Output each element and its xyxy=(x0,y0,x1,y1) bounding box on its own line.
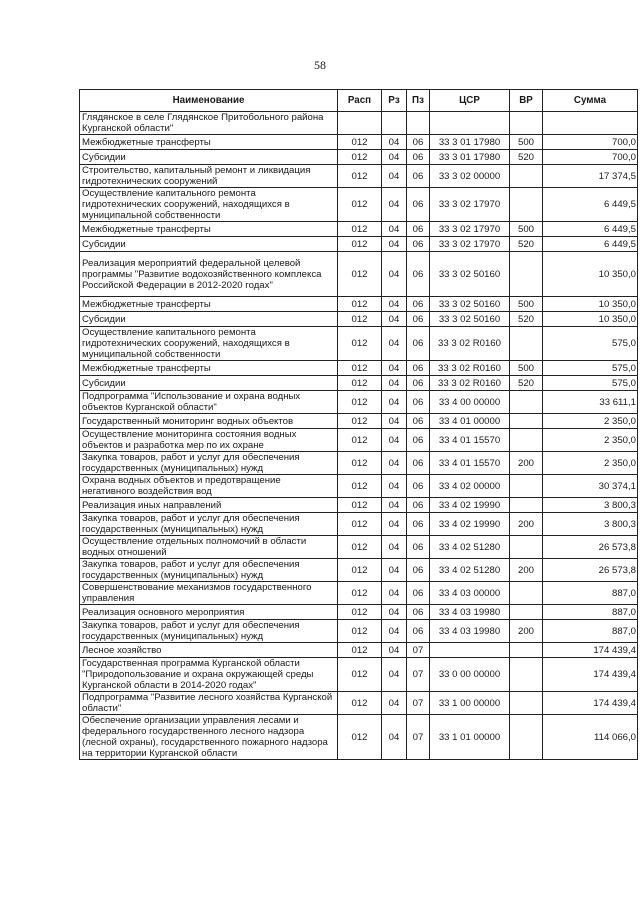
column-header-csr: ЦСР xyxy=(430,90,510,112)
table-row xyxy=(80,361,638,376)
row-sum: 10 350,0 xyxy=(543,297,638,312)
row-csr: 33 3 02 50160 xyxy=(430,312,510,327)
row-rz: 04 xyxy=(382,361,407,376)
row-csr: 33 3 02 17970 xyxy=(430,222,510,237)
row-pz: 06 xyxy=(407,188,430,222)
row-name: Подпрограмма "Использование и охрана водных объектов Курганской области" xyxy=(80,391,338,414)
row-rz: 04 xyxy=(382,222,407,237)
row-rz: 04 xyxy=(382,475,407,498)
row-sum: 887,0 xyxy=(543,620,638,643)
row-pz: 06 xyxy=(407,582,430,605)
row-csr: 33 4 03 19980 xyxy=(430,605,510,620)
row-rasp: 012 xyxy=(338,361,382,376)
row-pz: 06 xyxy=(407,312,430,327)
row-pz xyxy=(407,112,430,135)
row-rasp: 012 xyxy=(338,658,382,692)
row-rasp xyxy=(338,112,382,135)
table-header-row xyxy=(80,90,638,112)
row-rasp: 012 xyxy=(338,188,382,222)
row-sum: 887,0 xyxy=(543,582,638,605)
row-name: Охрана водных объектов и предотвращение негативного воздействия вод xyxy=(80,475,338,498)
row-csr: 33 4 02 19990 xyxy=(430,498,510,513)
row-rz: 04 xyxy=(382,452,407,475)
row-sum: 887,0 xyxy=(543,605,638,620)
row-sum: 3 800,3 xyxy=(543,513,638,536)
row-sum: 575,0 xyxy=(543,376,638,391)
row-name: Межбюджетные трансферты xyxy=(80,135,338,150)
row-rasp: 012 xyxy=(338,327,382,361)
row-vr xyxy=(510,414,543,429)
table-row xyxy=(80,297,638,312)
row-vr: 500 xyxy=(510,135,543,150)
row-name: Реализация иных направлений xyxy=(80,498,338,513)
row-name: Осуществление капитального ремонта гидротехнических сооружений, находящихся в муниципальной собственности xyxy=(80,188,338,222)
row-csr: 33 3 02 R0160 xyxy=(430,376,510,391)
row-pz: 06 xyxy=(407,452,430,475)
row-name: Государственный мониторинг водных объектов xyxy=(80,414,338,429)
row-csr: 33 4 03 19980 xyxy=(430,620,510,643)
row-rz: 04 xyxy=(382,376,407,391)
row-name: Субсидии xyxy=(80,150,338,165)
row-csr: 33 4 01 00000 xyxy=(430,414,510,429)
row-pz: 06 xyxy=(407,237,430,252)
row-name: Закупка товаров, работ и услуг для обеспечения государственных (муниципальных) нужд xyxy=(80,559,338,582)
row-name: Закупка товаров, работ и услуг для обеспечения государственных (муниципальных) нужд xyxy=(80,452,338,475)
row-rz: 04 xyxy=(382,391,407,414)
row-rasp: 012 xyxy=(338,429,382,452)
row-rz: 04 xyxy=(382,536,407,559)
table-row xyxy=(80,513,638,536)
row-rasp: 012 xyxy=(338,376,382,391)
row-sum: 6 449,5 xyxy=(543,188,638,222)
row-csr: 33 3 02 17970 xyxy=(430,188,510,222)
column-header-sum: Сумма xyxy=(543,90,638,112)
table-row xyxy=(80,498,638,513)
row-pz: 06 xyxy=(407,429,430,452)
row-sum: 26 573,8 xyxy=(543,559,638,582)
row-vr xyxy=(510,327,543,361)
row-vr: 520 xyxy=(510,237,543,252)
row-sum: 575,0 xyxy=(543,361,638,376)
table-row xyxy=(80,237,638,252)
row-name: Закупка товаров, работ и услуг для обеспечения государственных (муниципальных) нужд xyxy=(80,620,338,643)
row-csr: 33 3 02 00000 xyxy=(430,165,510,188)
row-sum: 17 374,5 xyxy=(543,165,638,188)
row-rz: 04 xyxy=(382,582,407,605)
row-csr: 33 3 02 50160 xyxy=(430,252,510,297)
row-rasp: 012 xyxy=(338,559,382,582)
page-number: 58 xyxy=(314,58,326,72)
row-pz: 06 xyxy=(407,297,430,312)
row-rasp: 012 xyxy=(338,620,382,643)
row-sum: 10 350,0 xyxy=(543,312,638,327)
row-csr xyxy=(430,643,510,658)
row-rz: 04 xyxy=(382,620,407,643)
table-row xyxy=(80,605,638,620)
row-rz: 04 xyxy=(382,165,407,188)
row-csr: 33 4 02 51280 xyxy=(430,559,510,582)
row-sum: 114 066,0 xyxy=(543,715,638,760)
row-pz: 06 xyxy=(407,475,430,498)
row-csr: 33 3 01 17980 xyxy=(430,150,510,165)
row-rz xyxy=(382,112,407,135)
row-csr xyxy=(430,112,510,135)
row-pz: 06 xyxy=(407,605,430,620)
row-csr: 33 0 00 00000 xyxy=(430,658,510,692)
row-vr xyxy=(510,188,543,222)
column-header-rz: Рз xyxy=(382,90,407,112)
row-sum xyxy=(543,112,638,135)
row-vr: 500 xyxy=(510,297,543,312)
row-csr: 33 1 00 00000 xyxy=(430,692,510,715)
table-row xyxy=(80,643,638,658)
table-row xyxy=(80,150,638,165)
table-row xyxy=(80,559,638,582)
row-rasp: 012 xyxy=(338,643,382,658)
row-rasp: 012 xyxy=(338,165,382,188)
table-row xyxy=(80,414,638,429)
row-pz: 06 xyxy=(407,252,430,297)
row-vr: 500 xyxy=(510,361,543,376)
row-vr xyxy=(510,475,543,498)
row-name: Субсидии xyxy=(80,376,338,391)
row-sum: 30 374,1 xyxy=(543,475,638,498)
row-rasp: 012 xyxy=(338,222,382,237)
row-vr xyxy=(510,582,543,605)
row-vr: 200 xyxy=(510,452,543,475)
row-sum: 174 439,4 xyxy=(543,658,638,692)
table-row xyxy=(80,327,638,361)
row-csr: 33 4 00 00000 xyxy=(430,391,510,414)
row-name: Осуществление отдельных полномочий в области водных отношений xyxy=(80,536,338,559)
row-rasp: 012 xyxy=(338,297,382,312)
table-row xyxy=(80,620,638,643)
row-vr: 200 xyxy=(510,513,543,536)
row-vr xyxy=(510,536,543,559)
row-rz: 04 xyxy=(382,715,407,760)
table-row xyxy=(80,715,638,760)
row-name: Обеспечение организации управления лесами и федерального государственного лесного надзора (лесной охраны), государственного пожарного надзора на территории Курганской области xyxy=(80,715,338,760)
row-name: Глядянское в селе Глядянское Притобольного района Курганской области" xyxy=(80,112,338,135)
row-sum: 6 449,5 xyxy=(543,222,638,237)
row-name: Лесное хозяйство xyxy=(80,643,338,658)
row-csr: 33 4 02 00000 xyxy=(430,475,510,498)
row-rasp: 012 xyxy=(338,513,382,536)
row-vr xyxy=(510,429,543,452)
row-rz: 04 xyxy=(382,327,407,361)
table-row xyxy=(80,429,638,452)
row-vr xyxy=(510,605,543,620)
row-sum: 700,0 xyxy=(543,150,638,165)
row-pz: 06 xyxy=(407,536,430,559)
row-pz: 07 xyxy=(407,643,430,658)
budget-table xyxy=(79,89,638,760)
row-rasp: 012 xyxy=(338,150,382,165)
row-pz: 07 xyxy=(407,715,430,760)
row-rz: 04 xyxy=(382,188,407,222)
column-header-name: Наименование xyxy=(80,90,338,112)
row-sum: 700,0 xyxy=(543,135,638,150)
table-row xyxy=(80,475,638,498)
row-rasp: 012 xyxy=(338,252,382,297)
row-csr: 33 4 01 15570 xyxy=(430,452,510,475)
row-name: Реализация мероприятий федеральной целевой программы "Развитие водохозяйственного комплекса Российской Федерации в 2012-2020 годах" xyxy=(80,252,338,297)
row-name: Государственная программа Курганской области "Природопользование и охрана окружающей среды Курганской области в 2014-2020 годах" xyxy=(80,658,338,692)
row-csr: 33 3 02 R0160 xyxy=(430,361,510,376)
row-rasp: 012 xyxy=(338,605,382,620)
row-csr: 33 4 02 19990 xyxy=(430,513,510,536)
row-csr: 33 3 02 17970 xyxy=(430,237,510,252)
row-rasp: 012 xyxy=(338,312,382,327)
row-rz: 04 xyxy=(382,237,407,252)
row-rasp: 012 xyxy=(338,452,382,475)
row-rz: 04 xyxy=(382,297,407,312)
row-name: Субсидии xyxy=(80,237,338,252)
row-vr xyxy=(510,165,543,188)
row-csr: 33 3 02 50160 xyxy=(430,297,510,312)
row-pz: 06 xyxy=(407,559,430,582)
row-csr: 33 4 02 51280 xyxy=(430,536,510,559)
row-name: Закупка товаров, работ и услуг для обеспечения государственных (муниципальных) нужд xyxy=(80,513,338,536)
row-pz: 06 xyxy=(407,222,430,237)
row-vr: 200 xyxy=(510,559,543,582)
column-header-vr: ВР xyxy=(510,90,543,112)
row-rz: 04 xyxy=(382,513,407,536)
row-pz: 06 xyxy=(407,414,430,429)
row-vr xyxy=(510,498,543,513)
row-rz: 04 xyxy=(382,559,407,582)
row-name: Реализация основного мероприятия xyxy=(80,605,338,620)
row-rz: 04 xyxy=(382,658,407,692)
row-sum: 10 350,0 xyxy=(543,252,638,297)
row-sum: 174 439,4 xyxy=(543,692,638,715)
row-pz: 06 xyxy=(407,361,430,376)
row-rz: 04 xyxy=(382,252,407,297)
table-row xyxy=(80,252,638,297)
row-csr: 33 3 01 17980 xyxy=(430,135,510,150)
row-rasp: 012 xyxy=(338,237,382,252)
table-row xyxy=(80,582,638,605)
row-rz: 04 xyxy=(382,605,407,620)
row-vr xyxy=(510,391,543,414)
table-row xyxy=(80,536,638,559)
row-name: Строительство, капитальный ремонт и ликвидация гидротехнических сооружений xyxy=(80,165,338,188)
row-rz: 04 xyxy=(382,135,407,150)
table-row xyxy=(80,222,638,237)
row-vr: 520 xyxy=(510,312,543,327)
column-header-rasp: Расп xyxy=(338,90,382,112)
row-name: Межбюджетные трансферты xyxy=(80,222,338,237)
row-sum: 575,0 xyxy=(543,327,638,361)
row-csr: 33 1 01 00000 xyxy=(430,715,510,760)
row-rasp: 012 xyxy=(338,715,382,760)
row-csr: 33 4 03 00000 xyxy=(430,582,510,605)
row-rasp: 012 xyxy=(338,391,382,414)
table-row xyxy=(80,112,638,135)
row-pz: 06 xyxy=(407,498,430,513)
row-pz: 06 xyxy=(407,165,430,188)
row-rasp: 012 xyxy=(338,475,382,498)
row-vr xyxy=(510,658,543,692)
row-rasp: 012 xyxy=(338,414,382,429)
row-sum: 174 439,4 xyxy=(543,643,638,658)
table-row xyxy=(80,376,638,391)
row-pz: 06 xyxy=(407,620,430,643)
row-rz: 04 xyxy=(382,312,407,327)
row-pz: 06 xyxy=(407,135,430,150)
row-vr xyxy=(510,643,543,658)
row-sum: 6 449,5 xyxy=(543,237,638,252)
row-pz: 07 xyxy=(407,692,430,715)
row-sum: 2 350,0 xyxy=(543,429,638,452)
row-rz: 04 xyxy=(382,429,407,452)
row-rasp: 012 xyxy=(338,692,382,715)
row-sum: 26 573,8 xyxy=(543,536,638,559)
row-pz: 06 xyxy=(407,376,430,391)
row-rz: 04 xyxy=(382,414,407,429)
table-row xyxy=(80,188,638,222)
row-sum: 2 350,0 xyxy=(543,452,638,475)
row-pz: 07 xyxy=(407,658,430,692)
table-row xyxy=(80,658,638,692)
row-rasp: 012 xyxy=(338,135,382,150)
row-rz: 04 xyxy=(382,643,407,658)
row-vr xyxy=(510,112,543,135)
row-rz: 04 xyxy=(382,498,407,513)
row-pz: 06 xyxy=(407,150,430,165)
table-row xyxy=(80,312,638,327)
row-name: Осуществление капитального ремонта гидротехнических сооружений, находящихся в муниципальной собственности xyxy=(80,327,338,361)
row-pz: 06 xyxy=(407,513,430,536)
row-name: Осуществление мониторинга состояния водных объектов и разработка мер по их охране xyxy=(80,429,338,452)
row-rasp: 012 xyxy=(338,582,382,605)
row-vr xyxy=(510,252,543,297)
row-vr: 520 xyxy=(510,150,543,165)
row-vr xyxy=(510,692,543,715)
row-rasp: 012 xyxy=(338,536,382,559)
row-rz: 04 xyxy=(382,150,407,165)
table-row xyxy=(80,391,638,414)
row-name: Совершенствование механизмов государственного управления xyxy=(80,582,338,605)
row-sum: 3 800,3 xyxy=(543,498,638,513)
table-row xyxy=(80,135,638,150)
row-vr: 500 xyxy=(510,222,543,237)
column-header-pz: Пз xyxy=(407,90,430,112)
row-rz: 04 xyxy=(382,692,407,715)
row-name: Подпрограмма "Развитие лесного хозяйства Курганской области" xyxy=(80,692,338,715)
row-csr: 33 4 01 15570 xyxy=(430,429,510,452)
table-row xyxy=(80,165,638,188)
row-name: Межбюджетные трансферты xyxy=(80,361,338,376)
row-rasp: 012 xyxy=(338,498,382,513)
row-vr xyxy=(510,715,543,760)
row-sum: 33 611,1 xyxy=(543,391,638,414)
row-name: Межбюджетные трансферты xyxy=(80,297,338,312)
row-vr: 200 xyxy=(510,620,543,643)
row-sum: 2 350,0 xyxy=(543,414,638,429)
row-pz: 06 xyxy=(407,327,430,361)
table-row xyxy=(80,692,638,715)
row-vr: 520 xyxy=(510,376,543,391)
row-csr: 33 3 02 R0160 xyxy=(430,327,510,361)
row-name: Субсидии xyxy=(80,312,338,327)
row-pz: 06 xyxy=(407,391,430,414)
table-row xyxy=(80,452,638,475)
